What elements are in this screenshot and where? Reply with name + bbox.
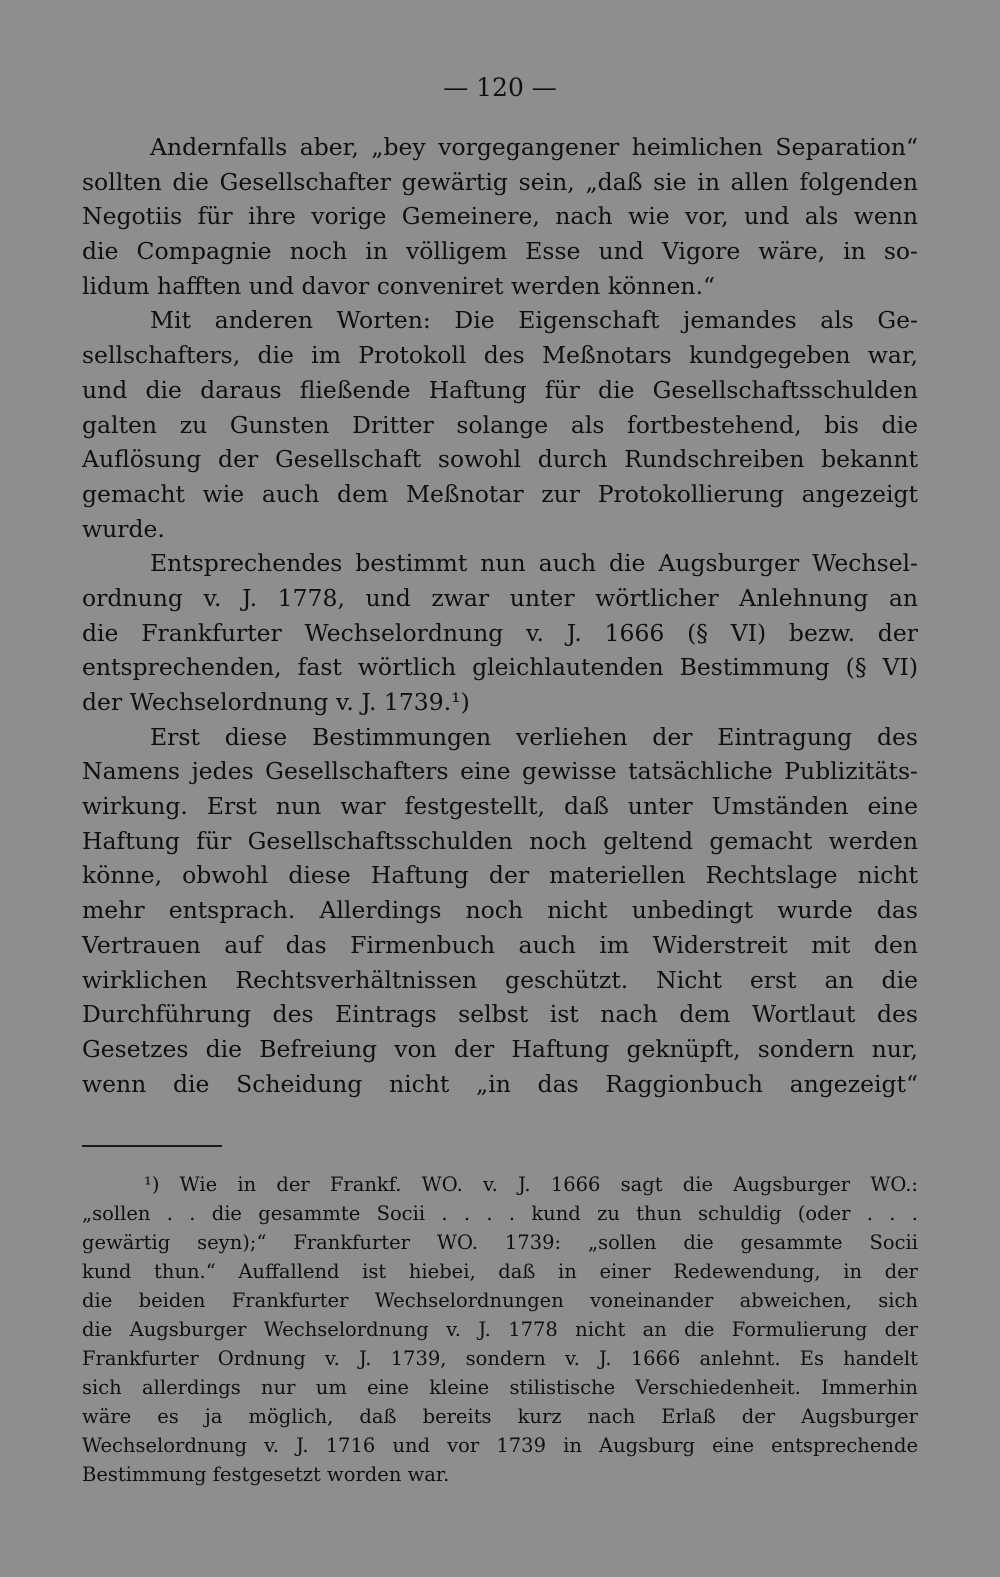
text-line: Andernfalls aber, „bey vorgegangener heimlichen Separation“ [150, 133, 918, 161]
footnote-line: kund thun.“ Auffallend ist hiebei, daß in einer Redewendung, in der [82, 1260, 918, 1283]
footnote-line: die Augsburger Wechselordnung v. J. 1778 nicht an die Formulierung der [82, 1318, 918, 1341]
text-line: wurde. [82, 514, 165, 543]
text-line: könne, obwohl diese Haftung der materiellen Rechtslage nicht [82, 861, 918, 890]
text-line: die Frankfurter Wechselordnung v. J. 1666 (§ VI) bezw. der [82, 618, 918, 647]
text-line: Vertrauen auf das Firmenbuch auch im Widerstreit mit den [82, 930, 918, 959]
text-line: mehr entsprach. Allerdings noch nicht unbedingt wurde das [82, 896, 918, 925]
footnote-line: gewärtig seyn);“ Frankfurter WO. 1739: „sollen die gesammte Socii [82, 1231, 918, 1254]
footnote-line: Bestimmung festgesetzt worden war. [82, 1463, 450, 1486]
text-line: wirkung. Erst nun war festgestellt, daß unter Umständen eine [82, 792, 918, 821]
footnote [82, 1170, 918, 1489]
text-line: sollten die Gesellschafter gewärtig sein, „daß sie in allen folgenden [82, 167, 918, 196]
text-line: Mit anderen Worten: Die Eigenschaft jemandes als Ge- [150, 306, 918, 335]
text-line: Erst diese Bestimmungen verliehen der Eintragung des [150, 722, 918, 751]
footnote-line: „sollen . . die gesammte Socii . . . . kund zu thun schuldig (oder . . . [82, 1202, 918, 1225]
text-line: Haftung für Gesellschaftsschulden noch geltend gemacht werden [82, 826, 918, 855]
page-number: — 120 — [443, 73, 557, 102]
text-line: Entsprechendes bestimmt nun auch die Augsburger Wechsel- [150, 549, 918, 578]
text-line: entsprechenden, fast wörtlich gleichlautenden Bestimmung (§ VI) [82, 653, 918, 682]
text-line: Gesetzes die Befreiung von der Haftung geknüpft, sondern nur, [82, 1034, 918, 1063]
text-line: wirklichen Rechtsverhältnissen geschützt. Nicht erst an die [82, 965, 918, 994]
text-line: Auflösung der Gesellschaft sowohl durch Rundschreiben bekannt [82, 445, 918, 474]
text-line: sellschafters, die im Protokoll des Meßnotars kundgegeben war, [82, 341, 918, 370]
footnote-line: sich allerdings nur um eine kleine stilistische Verschiedenheit. Immerhin [82, 1376, 918, 1399]
text-line: wenn die Scheidung nicht „in das Raggionbuch angezeigt“ [82, 1069, 918, 1098]
footnote-line: wäre es ja möglich, daß bereits kurz nach Erlaß der Augsburger [82, 1405, 918, 1428]
text-line: galten zu Gunsten Dritter solange als fortbestehend, bis die [82, 410, 918, 439]
footnote-line: Wechselordnung v. J. 1716 und vor 1739 in Augsburg eine entsprechende [82, 1434, 918, 1457]
text-line: lidum hafften und davor conveniret werden können.“ [82, 271, 716, 300]
text-line: die Compagnie noch in völligem Esse und Vigore wäre, in so- [82, 237, 918, 266]
footnote-line: die beiden Frankfurter Wechselordnungen voneinander abweichen, sich [82, 1289, 918, 1312]
text-line: ordnung v. J. 1778, und zwar unter wörtlicher Anlehnung an [82, 583, 918, 612]
text-line: Namens jedes Gesellschafters eine gewisse tatsächliche Publizitäts- [82, 757, 918, 786]
footnote-line: Frankfurter Ordnung v. J. 1739, sondern v. J. 1666 anlehnt. Es handelt [82, 1347, 918, 1370]
text-line: Negotiis für ihre vorige Gemeinere, nach wie vor, und als wenn [82, 202, 918, 231]
text-line: der Wechselordnung v. J. 1739.¹) [82, 688, 470, 716]
body-text [82, 130, 918, 1101]
footnote-divider [82, 1145, 222, 1147]
footnote-line: ¹) Wie in der Frankf. WO. v. J. 1666 sagt die Augsburger WO.: [144, 1173, 918, 1196]
text-line: gemacht wie auch dem Meßnotar zur Protokollierung angezeigt [82, 479, 918, 508]
text-line: und die daraus fließende Haftung für die Gesellschaftsschulden [82, 375, 918, 404]
text-line: Durchführung des Eintrags selbst ist nach dem Wortlaut des [82, 1000, 918, 1029]
